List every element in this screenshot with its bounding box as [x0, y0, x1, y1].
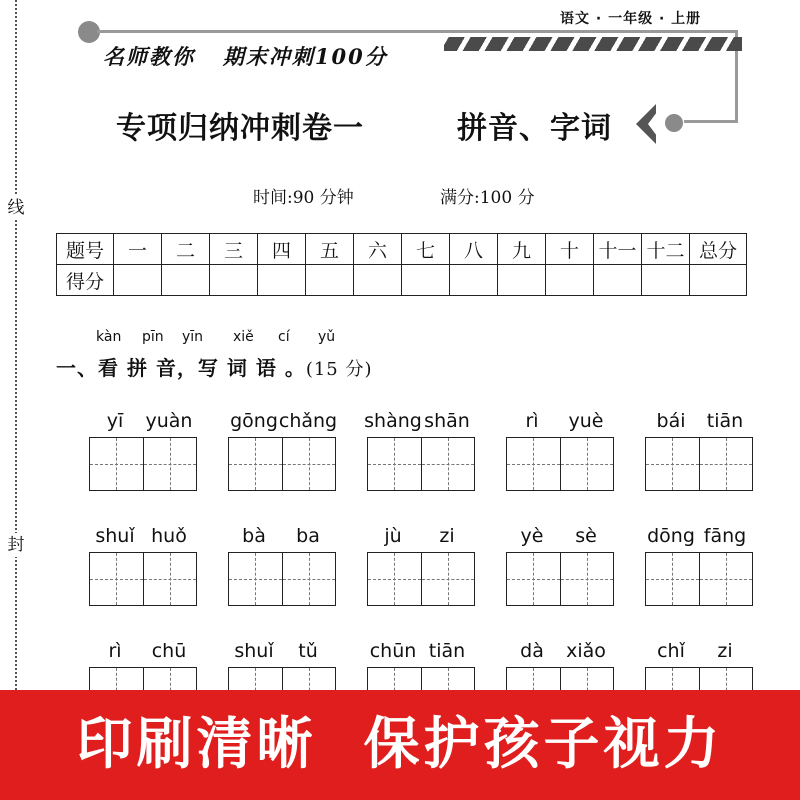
score-header-cell: 十	[546, 234, 594, 265]
score-input-cell[interactable]	[450, 265, 498, 296]
score-header-cell: 七	[402, 234, 450, 265]
pinyin-syllable: huǒ	[151, 525, 187, 547]
section1-pinyin-syllable: kàn	[96, 329, 122, 345]
pinyin-syllable: zi	[717, 640, 733, 662]
tianzi-cell[interactable]	[561, 438, 614, 490]
pinyin-syllable: shān	[424, 410, 470, 432]
writing-boxes	[506, 437, 614, 491]
pinyin-syllable: chū	[151, 640, 187, 662]
slogan: 名师教你 期末冲刺100分	[103, 44, 388, 69]
word-pinyin	[645, 640, 755, 664]
score-header-cell: 总分	[690, 234, 747, 265]
word-pinyin	[89, 410, 199, 434]
score-header-cell: 二	[162, 234, 210, 265]
writing-boxes	[89, 437, 197, 491]
tianzi-cell[interactable]	[561, 553, 614, 605]
pinyin-syllable: chǎng	[278, 410, 338, 432]
word-pinyin	[228, 525, 338, 549]
word-pinyin	[89, 640, 199, 664]
pinyin-syllable: tiān	[706, 410, 744, 432]
section1-pinyin-syllable: pīn	[142, 329, 164, 345]
binding-dotted-line	[15, 0, 17, 690]
section1-pinyin-syllable: yǔ	[318, 329, 336, 345]
word-pinyin	[364, 410, 477, 434]
title-part2: 拼音、字词	[457, 111, 612, 146]
pinyin-syllable: xiǎo	[566, 640, 606, 662]
writing-boxes	[367, 437, 475, 491]
word-pinyin	[89, 525, 199, 549]
score-header-cell: 四	[258, 234, 306, 265]
header-rule-bottom	[684, 120, 738, 123]
banner-text: 印刷清晰 保护孩子视力	[76, 712, 724, 777]
score-header-cell: 六	[354, 234, 402, 265]
pinyin-syllable: rì	[108, 640, 122, 662]
tianzi-cell[interactable]	[229, 553, 283, 605]
pinyin-syllable: yuàn	[145, 410, 193, 432]
tianzi-cell[interactable]	[90, 438, 144, 490]
pinyin-syllable: jù	[384, 525, 402, 547]
header-dot-right	[665, 114, 683, 132]
binding-char-seal: 封	[4, 533, 28, 557]
pinyin-syllable: fāng	[703, 525, 747, 547]
section1-pinyin-syllable: yīn	[182, 329, 204, 345]
pinyin-syllable: dà	[520, 640, 544, 662]
writing-boxes	[228, 552, 336, 606]
header-rule-top	[97, 30, 737, 33]
pinyin-syllable: dōng	[647, 525, 695, 547]
tianzi-cell[interactable]	[646, 553, 700, 605]
writing-boxes	[228, 437, 336, 491]
word-pinyin	[506, 410, 616, 434]
writing-boxes	[367, 552, 475, 606]
score-header-cell: 十一	[594, 234, 642, 265]
tianzi-cell[interactable]	[422, 438, 475, 490]
score-input-cell[interactable]	[546, 265, 594, 296]
pinyin-syllable: shuǐ	[95, 525, 135, 547]
pinyin-syllable: bái	[656, 410, 686, 432]
score-header-cell: 三	[210, 234, 258, 265]
pinyin-syllable: shuǐ	[234, 640, 274, 662]
score-row-label: 得分	[57, 265, 114, 296]
writing-boxes	[89, 552, 197, 606]
pinyin-syllable: ba	[296, 525, 320, 547]
tianzi-cell[interactable]	[283, 553, 336, 605]
score-input-cell[interactable]	[594, 265, 642, 296]
score-table-header-row	[57, 234, 747, 265]
exam-full-score: 满分:100 分	[440, 188, 535, 208]
pinyin-syllable: yè	[520, 525, 544, 547]
tianzi-cell[interactable]	[90, 553, 144, 605]
tianzi-cell[interactable]	[368, 553, 422, 605]
tianzi-cell[interactable]	[229, 438, 283, 490]
promo-banner	[0, 690, 800, 800]
pinyin-syllable: tiān	[428, 640, 466, 662]
pinyin-syllable: rì	[525, 410, 539, 432]
tianzi-cell[interactable]	[507, 553, 561, 605]
score-input-cell[interactable]	[354, 265, 402, 296]
score-header-cell: 九	[498, 234, 546, 265]
writing-boxes	[645, 552, 753, 606]
score-input-cell[interactable]	[498, 265, 546, 296]
tianzi-cell[interactable]	[646, 438, 700, 490]
score-table	[56, 233, 747, 296]
pinyin-syllable: shàng	[364, 410, 422, 432]
subject-label: 语文 · 一年级 · 上册	[560, 11, 702, 27]
pinyin-syllable: yī	[106, 410, 124, 432]
score-input-cell[interactable]	[642, 265, 690, 296]
score-input-cell[interactable]	[306, 265, 354, 296]
score-header-cell: 十二	[642, 234, 690, 265]
pinyin-syllable: gōng	[230, 410, 278, 432]
tianzi-cell[interactable]	[507, 438, 561, 490]
word-pinyin	[645, 525, 755, 549]
score-input-cell[interactable]	[690, 265, 747, 296]
pinyin-syllable: yuè	[568, 410, 604, 432]
exam-time: 时间:90 分钟	[253, 188, 354, 208]
tianzi-cell[interactable]	[144, 438, 197, 490]
score-input-cell[interactable]	[210, 265, 258, 296]
tianzi-cell[interactable]	[283, 438, 336, 490]
score-input-cell[interactable]	[162, 265, 210, 296]
section1-points: (15 分)	[305, 359, 373, 380]
word-pinyin	[367, 640, 477, 664]
word-pinyin	[228, 410, 338, 434]
tianzi-cell[interactable]	[368, 438, 422, 490]
tianzi-cell[interactable]	[700, 553, 753, 605]
pinyin-syllable: bà	[242, 525, 266, 547]
word-pinyin	[506, 525, 616, 549]
word-pinyin	[645, 410, 755, 434]
score-header-cell: 一	[114, 234, 162, 265]
score-table-score-row	[57, 265, 747, 296]
word-pinyin	[506, 640, 616, 664]
score-input-cell[interactable]	[258, 265, 306, 296]
binding-char-line: 线	[4, 196, 28, 220]
score-header-cell: 题号	[57, 234, 114, 265]
tianzi-cell[interactable]	[422, 553, 475, 605]
pinyin-syllable: sè	[575, 525, 597, 547]
score-input-cell[interactable]	[402, 265, 450, 296]
tianzi-cell[interactable]	[144, 553, 197, 605]
word-pinyin	[367, 525, 477, 549]
title-part1: 专项归纳冲刺卷一	[116, 111, 364, 146]
writing-boxes	[506, 552, 614, 606]
section1-title-text: 一、看 拼 音，写 词 语 。	[56, 356, 306, 380]
pinyin-syllable: chūn	[369, 640, 417, 662]
pinyin-syllable: zi	[439, 525, 455, 547]
pinyin-syllable: tǔ	[298, 640, 318, 662]
score-input-cell[interactable]	[114, 265, 162, 296]
score-header-cell: 五	[306, 234, 354, 265]
word-pinyin	[228, 640, 338, 664]
section1-pinyin-syllable: cí	[278, 329, 290, 345]
pinyin-syllable: chǐ	[657, 640, 685, 662]
writing-boxes	[645, 437, 753, 491]
section1-pinyin-syllable: xiě	[233, 329, 254, 345]
section1-title	[56, 352, 373, 381]
tianzi-cell[interactable]	[700, 438, 753, 490]
score-header-cell: 八	[450, 234, 498, 265]
chevron-cutout	[648, 108, 660, 140]
header-stripes	[444, 37, 742, 51]
